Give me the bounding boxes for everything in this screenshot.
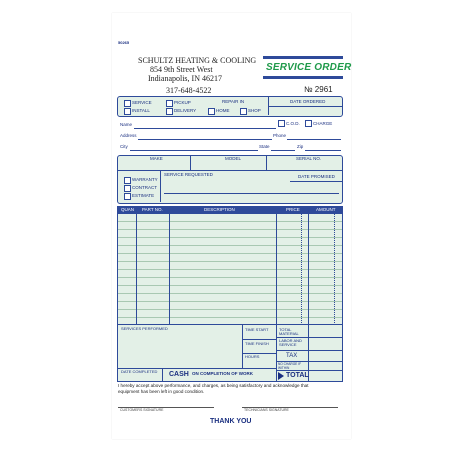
time-finish-rule [242,353,276,354]
services-divider [242,325,243,368]
company-address-line2: Indianapolis, IN 46217 [148,74,222,83]
tax-label: TAX [286,353,298,359]
amount-header: AMOUNT [316,207,336,212]
install-label: INSTALL [132,108,150,113]
equipment-row-rule [118,170,342,171]
cod-checkbox[interactable] [278,120,285,127]
title-bottom-rule [263,76,343,79]
contract-label: CONTRACT [132,185,157,190]
cod-label: C.O.D. [286,121,300,126]
home-label: HOME [216,108,230,113]
thank-you-text: THANK YOU [210,418,252,425]
address-label: Address [120,133,137,138]
form-number: 50265 [118,40,130,45]
delivery-checkbox[interactable] [166,108,173,115]
labor-service-label: LABOR AND SERVICE [279,338,302,348]
state-line[interactable] [271,150,295,151]
hours-label: HOURS [245,354,260,359]
price-column-rule [308,207,309,325]
service-checkbox[interactable] [124,100,131,107]
no-charge-label: NO CHARGE IF WITHIN [278,362,302,370]
date-promised-label: DATE PROMISED [298,174,335,179]
zip-label: Zip [297,144,304,149]
time-start-label: TIME START [245,327,269,332]
total-arrow-icon [278,372,284,380]
date-ordered-label: DATE ORDERED [290,99,326,104]
company-phone: 317-648-4522 [166,86,212,95]
charge-label: CHARGE [313,121,333,126]
name-line[interactable] [134,128,276,129]
service-requested-label: SERVICE REQUESTED [164,172,213,177]
job-type-box [117,96,343,117]
cash-label: CASH [169,371,189,378]
delivery-label: DELIVERY [174,108,197,113]
date-completed-divider [162,368,163,381]
amount-cents-rule [334,214,335,325]
warranty-checkbox[interactable] [124,177,131,184]
zip-line[interactable] [305,150,341,151]
model-serial-divider [266,156,267,170]
price-cents-rule [301,214,302,325]
address-line[interactable] [138,139,272,140]
total-label: TOTAL [286,372,309,379]
make-model-divider [190,156,191,170]
phone-line[interactable] [287,139,341,140]
pickup-checkbox[interactable] [166,100,173,107]
equipment-box [117,155,343,204]
service-order-form [112,13,351,439]
total-material-label: TOTAL MATERIAL [279,327,299,337]
time-finish-label: TIME FINISH [245,341,269,346]
home-checkbox[interactable] [208,108,215,115]
repair-in-label: REPAIR IN [222,99,245,104]
price-header: PRICE [286,207,300,212]
order-number: № 2961 [304,85,333,94]
date-completed-label: DATE COMPLETED [121,369,158,374]
acceptance-text-line1: I hereby accept above performance, and charges, as being satisfactory and acknowledge that [118,383,309,388]
name-label: Name [120,122,133,127]
model-label: MODEL [225,156,242,161]
quan-header: QUAN [121,207,135,212]
date-promised-rule [290,181,342,182]
company-name: SCHULTZ HEATING & COOLING [138,56,257,65]
technician-signature-label: TECHNICIANS SIGNATURE [244,408,289,412]
service-order-title: SERVICE ORDER [266,62,352,73]
city-label: City [120,144,128,149]
serial-no-label: SERIAL NO. [296,156,322,161]
warranty-label: WARRANTY [132,177,158,182]
time-divider [276,325,277,381]
estimate-checkbox[interactable] [124,193,131,200]
contract-checkbox[interactable] [124,185,131,192]
install-checkbox[interactable] [124,108,131,115]
title-top-rule [263,56,343,59]
services-performed-label: SERVICES PERFORMED [121,326,168,331]
acceptance-text-line2: equipment has been left in good condition. [118,389,205,394]
customer-signature-label: CUSTOMERS SIGNATURE [120,408,164,412]
shop-checkbox[interactable] [240,108,247,115]
city-line[interactable] [130,150,258,151]
description-column-rule [276,207,277,325]
make-label: MAKE [150,156,163,161]
part-column-rule [169,207,170,325]
total-rule [276,370,342,371]
time-start-rule [242,339,276,340]
service-requested-line[interactable] [164,193,339,194]
labor-rule [276,350,342,351]
estimate-label: ESTIMATE [132,193,155,198]
service-requested-divider [160,170,161,202]
state-label: State [259,144,270,149]
date-ordered-rule [268,106,342,107]
quan-column-rule [136,207,137,325]
charge-checkbox[interactable] [305,120,312,127]
parts-table [117,206,343,326]
company-address-line1: 854 9th Street West [150,65,213,74]
on-completion-label: ON COMPLETION OF WORK [192,371,253,376]
description-header: DESCRIPTION [204,207,235,212]
pickup-label: PICKUP [174,100,191,105]
service-label: SERVICE [132,100,152,105]
part-no-header: PART NO. [142,207,163,212]
shop-label: SHOP [248,108,261,113]
services-totals-box [117,324,343,382]
phone-label: Phone [273,133,287,138]
